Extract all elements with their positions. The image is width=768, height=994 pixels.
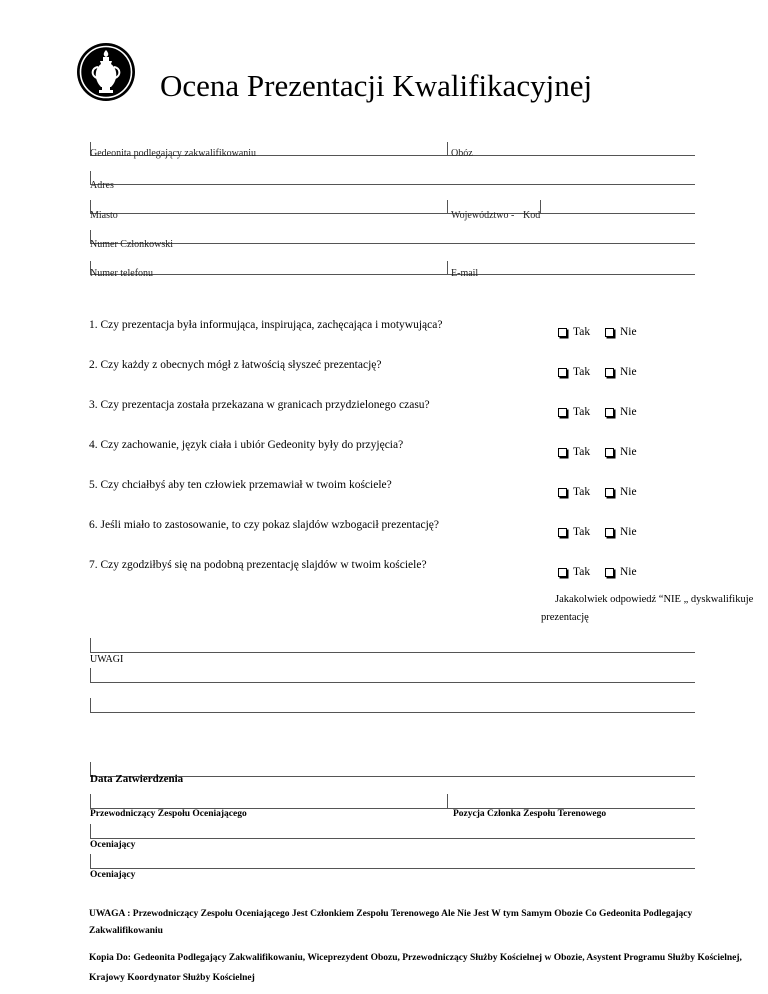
yes-option[interactable]: Tak [558, 326, 590, 338]
field-tick [90, 668, 91, 682]
no-option[interactable]: Nie [605, 486, 637, 498]
email-label: E-mail [451, 268, 479, 279]
question-4: 4. Czy zachowanie, język ciała i ubiór Gedeonity były do przyjęcia? [89, 439, 404, 451]
no-option[interactable]: Nie [605, 366, 637, 378]
evaluator-label-2: Oceniający [90, 870, 136, 880]
city-line [90, 213, 695, 214]
remarks-label: UWAGI [90, 654, 124, 665]
remarks-line-3 [90, 712, 695, 713]
camp-line [447, 155, 695, 156]
checkbox-icon[interactable] [558, 488, 567, 497]
evaluator-line [90, 838, 695, 839]
field-tick [90, 824, 91, 838]
remarks-line [90, 652, 695, 653]
page-title: Ocena Prezentacji Kwalifikacyjnej [160, 68, 593, 103]
yes-option[interactable]: Tak [558, 446, 590, 458]
question-3: 3. Czy prezentacja została przekazana w granicach przydzielonego czasu? [89, 399, 430, 411]
yes-option[interactable]: Tak [558, 486, 590, 498]
question-7: 7. Czy zgodziłbyś się na podobną prezentację slajdów w twoim kościele? [89, 559, 427, 571]
camp-label: Obóz [451, 148, 473, 159]
yes-option[interactable]: Tak [558, 566, 590, 578]
checkbox-icon[interactable] [558, 328, 567, 337]
yes-option[interactable]: Tak [558, 366, 590, 378]
field-tick [90, 638, 91, 652]
disqualify-note-cont: prezentację [541, 612, 589, 623]
field-tick [90, 794, 91, 808]
code-label: Kod [523, 210, 541, 221]
checkbox-icon[interactable] [558, 528, 567, 537]
approval-date-label: Data Zatwierdzenia [90, 773, 184, 785]
footer-note: UWAGA : Przewodniczący Zespołu Oceniającego Jest Członkiem Zespołu Terenowego Ale Nie Jest W tym Samym Obozie Co Gedeonita Podlegający Zakwalifikowaniu [89, 909, 693, 936]
footer-copy: Kopia Do: Gedeonita Podlegający Zakwalifikowaniu, Wiceprezydent Obozu, Przewodniczący Służby Kościelnej w Obozie, Asystent Programu Służby Kościelnej, Krajowy Koordynator Służby Kościelnej [89, 953, 742, 983]
yes-option[interactable]: Tak [558, 526, 590, 538]
checkbox-icon[interactable] [558, 408, 567, 417]
field-tick [447, 200, 448, 213]
checkbox-icon[interactable] [605, 528, 614, 537]
checkbox-icon[interactable] [605, 328, 614, 337]
field-tick [447, 261, 448, 274]
checkbox-icon[interactable] [558, 568, 567, 577]
phone-label: Numer telefonu [90, 268, 154, 279]
field-tick [447, 794, 448, 808]
no-option[interactable]: Nie [605, 406, 637, 418]
no-option[interactable]: Nie [605, 526, 637, 538]
checkbox-icon[interactable] [605, 568, 614, 577]
checkbox-icon[interactable] [605, 448, 614, 457]
evaluator-line-2 [90, 868, 695, 869]
checkbox-icon[interactable] [605, 368, 614, 377]
email-line [447, 274, 695, 275]
checkbox-icon[interactable] [605, 488, 614, 497]
city-label: Miasto [90, 210, 118, 221]
checkbox-icon[interactable] [558, 368, 567, 377]
no-option[interactable]: Nie [605, 566, 637, 578]
chair-label: Przewodniczący Zespołu Oceniającego [90, 809, 247, 819]
disqualify-note: Jakakolwiek odpowiedź “NIE „ dyskwalifikuje [555, 594, 754, 605]
no-option[interactable]: Nie [605, 446, 637, 458]
no-option[interactable]: Nie [605, 326, 637, 338]
field-tick [90, 698, 91, 712]
candidate-label: Gedeonita podlegający zakwalifikowaniu [90, 148, 257, 159]
address-label: Adres [90, 180, 114, 191]
remarks-line-2 [90, 682, 695, 683]
address-line [90, 184, 695, 185]
member-number-label: Numer Członkowski [90, 239, 174, 250]
question-6: 6. Jeśli miało to zastosowanie, to czy pokaz slajdów wzbogacił prezentację? [89, 519, 439, 531]
member-number-line [90, 243, 695, 244]
field-tick [90, 854, 91, 868]
field-tick [447, 142, 448, 155]
amphora-icon [76, 42, 136, 102]
question-1: 1. Czy prezentacja była informująca, inspirująca, zachęcająca i motywująca? [89, 319, 443, 331]
checkbox-icon[interactable] [558, 448, 567, 457]
evaluator-label: Oceniający [90, 840, 136, 850]
checkbox-icon[interactable] [605, 408, 614, 417]
question-5: 5. Czy chciałbyś aby ten człowiek przemawiał w twoim kościele? [89, 479, 392, 491]
question-2: 2. Czy każdy z obecnych mógł z łatwością słyszeć prezentację? [89, 359, 382, 371]
yes-option[interactable]: Tak [558, 406, 590, 418]
field-member-label: Pozycja Członka Zespołu Terenowego [453, 809, 607, 819]
province-label: Województwo - [451, 210, 515, 221]
